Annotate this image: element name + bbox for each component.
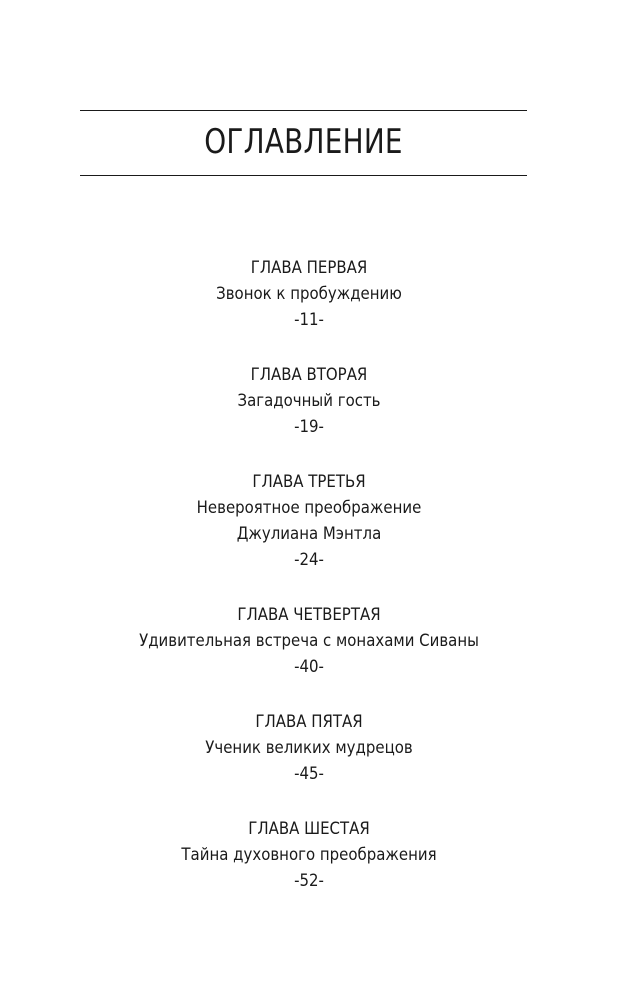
chapter-title: Звонок к пробуждению <box>216 284 402 304</box>
toc-entry <box>0 362 618 440</box>
chapter-label: ГЛАВА ПЯТАЯ <box>255 712 363 732</box>
chapter-title: Невероятное преображение <box>196 498 422 518</box>
chapter-page-number: -19- <box>294 417 324 437</box>
chapter-label: ГЛАВА ТРЕТЬЯ <box>252 472 366 492</box>
chapter-label: ГЛАВА ПЕРВАЯ <box>250 258 368 278</box>
chapter-label: ГЛАВА ЧЕТВЕРТАЯ <box>237 605 381 625</box>
chapter-page-number: -24- <box>294 550 324 570</box>
toc-entry <box>0 709 618 787</box>
toc-entry <box>0 469 618 573</box>
heading-bottom-rule <box>80 175 527 176</box>
table-of-contents <box>0 255 618 923</box>
chapter-title: Удивительная встреча с монахами Сиваны <box>139 631 479 651</box>
chapter-title: Загадочный гость <box>237 391 381 411</box>
toc-entry <box>0 602 618 680</box>
chapter-page-number: -11- <box>294 310 324 330</box>
chapter-page-number: -52- <box>294 871 324 891</box>
chapter-title: Ученик великих мудрецов <box>205 738 413 758</box>
chapter-title: Джулиана Мэнтла <box>236 524 382 544</box>
chapter-title: Тайна духовного преображения <box>181 845 437 865</box>
chapter-label: ГЛАВА ВТОРАЯ <box>250 365 368 385</box>
chapter-page-number: -45- <box>294 764 324 784</box>
page-title: ОГЛАВЛЕНИЕ <box>204 122 403 162</box>
chapter-page-number: -40- <box>294 657 324 677</box>
chapter-label: ГЛАВА ШЕСТАЯ <box>248 819 370 839</box>
toc-entry <box>0 816 618 894</box>
toc-entry <box>0 255 618 333</box>
heading-top-rule <box>80 110 527 111</box>
